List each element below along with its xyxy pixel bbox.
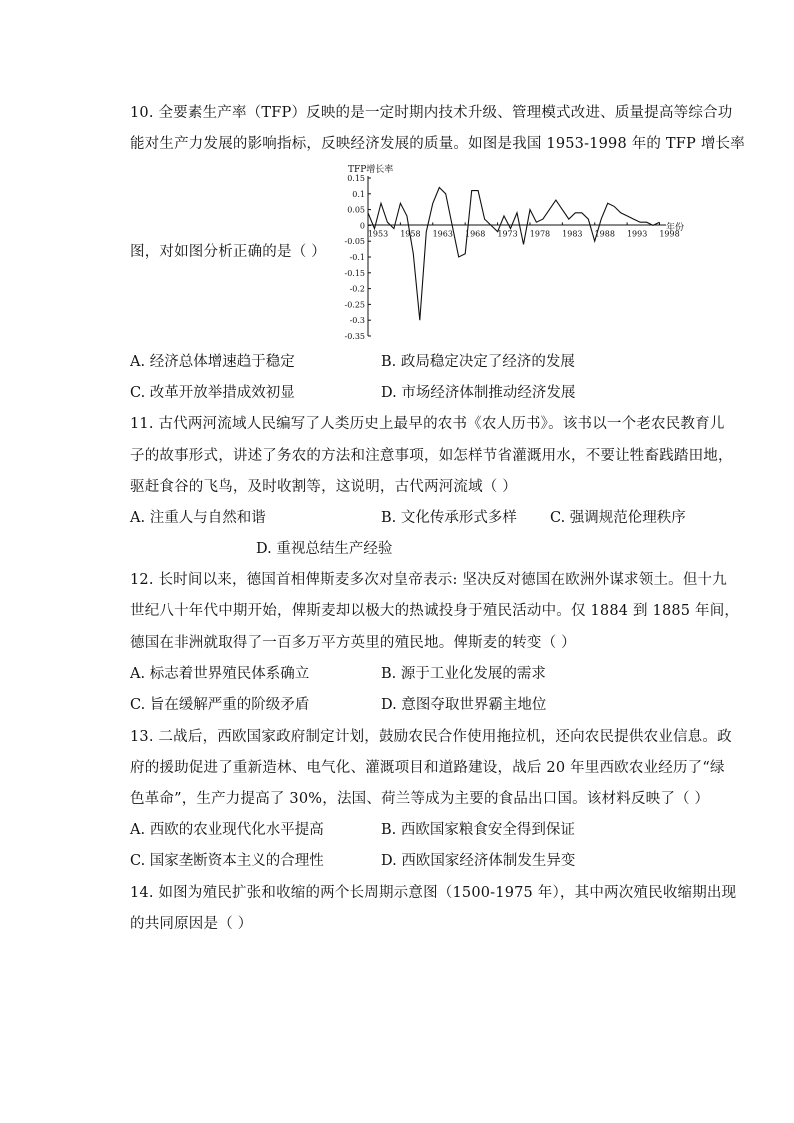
q10-option-b[interactable]: B. 政局稳定决定了经济的发展 <box>381 354 575 370</box>
q10-option-d[interactable]: D. 市场经济体制推动经济发展 <box>381 385 576 401</box>
chart-series-line <box>368 188 660 321</box>
q14-text-line-1: 14. 如图为殖民扩张和收缩的两个长周期示意图（1500-1975 年），其中两次殖民收缩期出现 <box>130 885 737 901</box>
q13-option-d[interactable]: D. 西欧国家经济体制发生异变 <box>381 853 576 869</box>
chart-y-ticks <box>344 174 371 341</box>
chart-x-tick-label: 1968 <box>464 229 486 239</box>
q10-text-line-1: 10. 全要素生产率（TFP）反映的是一定时期内技术升级、管理模式改进、质量提高等综合功 <box>130 105 733 121</box>
q11-text-line-1: 11. 古代两河流域人民编写了人类历史上最早的农书《农人历书》。该书以一个老农民教育儿 <box>130 416 725 432</box>
chart-x-tick-label: 1993 <box>626 229 648 239</box>
q10-option-c[interactable]: C. 改革开放举措成效初显 <box>130 385 295 401</box>
q12-text-line-1: 12. 长时间以来，德国首相俾斯麦多次对皇帝表示: 坚决反对德国在欧洲外谋求领土。但十九 <box>130 572 727 588</box>
q11-text-line-2: 子的故事形式，讲述了务农的方法和注意事项，如怎样节省灌溉用水，不要让牲畜践踏田地， <box>130 448 733 464</box>
chart-xlabel: 年份 <box>666 223 685 233</box>
q12-text-line-3: 德国在非洲就取得了一百多万平方英里的殖民地。俾斯麦的转变（ ） <box>130 635 576 651</box>
q14-text-line-2: 的共同原因是（ ） <box>130 916 253 932</box>
chart-x-tick-label: 1973 <box>497 229 518 239</box>
q11-option-b[interactable]: B. 文化传承形式多样 <box>381 510 517 526</box>
chart-y-tick-label: -0.2 <box>349 284 365 294</box>
chart-y-tick-label: -0.3 <box>349 316 365 326</box>
q11-option-d[interactable]: D. 重视总结生产经验 <box>256 541 393 557</box>
q12-option-c[interactable]: C. 旨在缓解严重的阶级矛盾 <box>130 697 310 713</box>
q12-text-line-2: 世纪八十年代中期开始，俾斯麦却以极大的热诚投身于殖民活动中。仅 1884 到 1885 年间， <box>130 603 740 619</box>
chart-y-tick-label: -0.15 <box>344 268 365 278</box>
chart-x-tick-label: 1983 <box>562 229 583 239</box>
chart-x-tick-label: 1998 <box>659 229 680 239</box>
chart-x-tick-label: 1988 <box>594 229 615 239</box>
q12-option-d[interactable]: D. 意图夺取世界霸主地位 <box>381 697 547 713</box>
chart-ylabel: TFP增长率 <box>348 165 394 175</box>
chart-x-tick-label: 1963 <box>432 229 453 239</box>
q13-text-line-1: 13. 二战后，西欧国家政府制定计划，鼓励农民合作使用拖拉机，还向农民提供农业信息。政 <box>130 729 732 745</box>
q10-text-line-3: 图，对如图分析正确的是（ ） <box>130 244 326 260</box>
q10-option-a[interactable]: A. 经济总体增速趋于稳定 <box>130 354 295 370</box>
q10-text-line-2: 能对生产力发展的影响指标，反映经济发展的质量。如图是我国 1953-1998 年的 TFP 增长率 <box>130 136 745 152</box>
chart-y-tick-label: 0 <box>359 221 365 231</box>
q13-option-b[interactable]: B. 西欧国家粮食安全得到保证 <box>381 822 575 838</box>
q13-option-c[interactable]: C. 国家垄断资本主义的合理性 <box>130 853 324 869</box>
q13-text-line-2: 府的援助促进了重新造林、电气化、灌溉项目和道路建设，战后 20 年里西欧农业经历了“绿 <box>130 760 725 776</box>
chart-y-tick-label: 0.15 <box>347 174 365 183</box>
chart-y-tick-label: 0.05 <box>347 205 365 215</box>
chart-x-tick-label: 1953 <box>367 229 389 239</box>
q11-option-a[interactable]: A. 注重人与自然和谐 <box>130 510 266 526</box>
q12-option-a[interactable]: A. 标志着世界殖民体系确立 <box>130 666 310 682</box>
q13-option-a[interactable]: A. 西欧的农业现代化水平提高 <box>130 822 324 838</box>
q13-text-line-3: 色革命”，生产力提高了 30%，法国、荷兰等成为主要的食品出口国。该材料反映了（ ） <box>130 791 710 807</box>
chart-x-tick-label: 1978 <box>529 229 551 239</box>
chart-y-tick-label: -0.05 <box>344 237 365 247</box>
q12-option-b[interactable]: B. 源于工业化发展的需求 <box>381 666 546 682</box>
chart-y-tick-label: -0.25 <box>344 300 365 310</box>
chart-y-tick-label: -0.35 <box>344 332 365 341</box>
chart-y-tick-label: 0.1 <box>352 189 365 199</box>
tfp-growth-chart <box>336 160 696 345</box>
q11-text-line-3: 驱赶食谷的飞鸟，及时收割等，这说明，古代两河流域（ ） <box>130 479 518 495</box>
chart-y-tick-label: -0.1 <box>349 253 365 262</box>
q11-option-c[interactable]: C. 强调规范伦理秩序 <box>550 510 686 526</box>
chart-x-tick-label: 1958 <box>400 229 421 239</box>
